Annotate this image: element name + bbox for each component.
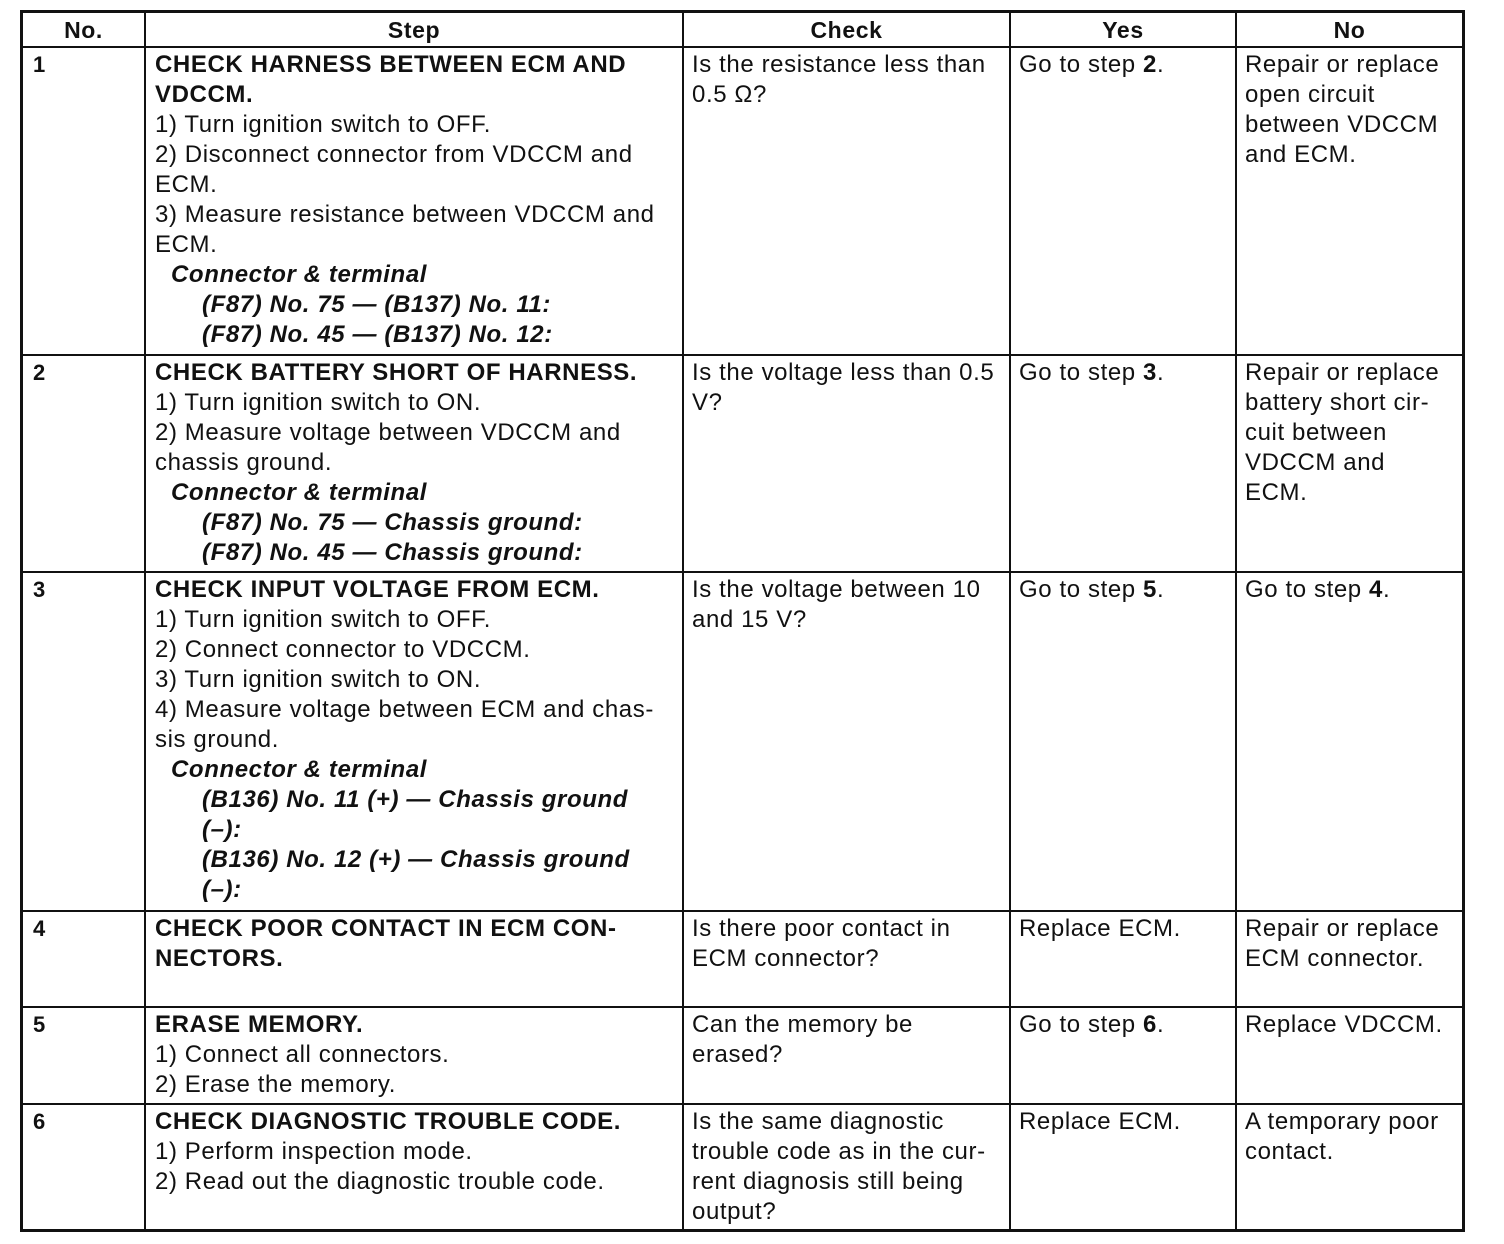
step-title: CHECK BATTERY SHORT OF HARNESS. xyxy=(155,359,638,386)
header-yes: Yes xyxy=(1011,13,1237,48)
step-instruction: 1) Perform inspection mode. xyxy=(155,1138,473,1165)
yes-text: Replace ECM. xyxy=(1019,1108,1181,1135)
step-instruction: ECM. xyxy=(155,171,218,198)
row-number: 4 xyxy=(23,912,146,1008)
no-text: Repair or replace xyxy=(1245,359,1440,386)
step-number: 5 xyxy=(1143,576,1157,603)
no-text-part: Go to step xyxy=(1245,576,1369,603)
terminal-line: (–): xyxy=(202,876,242,903)
terminal-line: (–): xyxy=(202,816,242,843)
yes-text-part: . xyxy=(1156,1011,1165,1038)
no-text: Repair or replace xyxy=(1245,915,1440,942)
terminal-line: (F87) No. 45 — Chassis ground: xyxy=(202,539,583,566)
connector-label: Connector & terminal xyxy=(171,479,428,506)
no-text: ECM connector. xyxy=(1245,945,1425,972)
step-instruction: 1) Turn ignition switch to OFF. xyxy=(155,111,492,138)
step-title: CHECK INPUT VOLTAGE FROM ECM. xyxy=(155,576,600,603)
step-instruction: 3) Measure resistance between VDCCM and xyxy=(155,201,655,228)
step-title: ERASE MEMORY. xyxy=(155,1011,364,1038)
check-cell xyxy=(684,48,1011,356)
step-cell xyxy=(146,1008,684,1105)
yes-cell xyxy=(1011,1105,1237,1229)
step-number: 4 xyxy=(1369,576,1383,603)
header-check: Check xyxy=(684,13,1011,48)
diagnostic-table xyxy=(20,10,1465,1232)
yes-text-part: Go to step xyxy=(1019,1011,1143,1038)
check-text: Is the voltage between 10 xyxy=(692,576,981,603)
check-cell xyxy=(684,912,1011,1008)
terminal-line: (B136) No. 11 (+) — Chassis ground xyxy=(202,786,629,813)
check-text: trouble code as in the cur- xyxy=(692,1138,986,1165)
check-cell xyxy=(684,1105,1011,1229)
check-text: output? xyxy=(692,1198,777,1225)
step-title: CHECK POOR CONTACT IN ECM CON- xyxy=(155,915,617,942)
yes-text-part: . xyxy=(1156,51,1165,78)
step-instruction: 2) Measure voltage between VDCCM and xyxy=(155,419,621,446)
step-number: 6 xyxy=(1143,1011,1157,1038)
no-text: Repair or replace xyxy=(1245,51,1440,78)
check-text: 0.5 Ω? xyxy=(692,81,767,108)
row-number: 2 xyxy=(23,356,146,573)
row-number: 5 xyxy=(23,1008,146,1105)
step-title: CHECK HARNESS BETWEEN ECM AND xyxy=(155,51,627,78)
check-text: Is the voltage less than 0.5 xyxy=(692,359,995,386)
header-step: Step xyxy=(146,13,684,48)
step-instruction: 2) Erase the memory. xyxy=(155,1071,396,1098)
check-text: erased? xyxy=(692,1041,783,1068)
step-title: VDCCM. xyxy=(155,81,254,108)
check-cell xyxy=(684,1008,1011,1105)
terminal-line: (F87) No. 45 — (B137) No. 12: xyxy=(202,321,553,348)
yes-text xyxy=(1019,1010,1235,1040)
check-text: Can the memory be xyxy=(692,1011,913,1038)
no-cell xyxy=(1237,573,1462,912)
no-cell xyxy=(1237,1105,1462,1229)
check-text: rent diagnosis still being xyxy=(692,1168,964,1195)
step-number: 2 xyxy=(1143,51,1157,78)
yes-text-part: . xyxy=(1156,576,1165,603)
check-cell xyxy=(684,573,1011,912)
no-cell xyxy=(1237,356,1462,573)
terminal-line: (F87) No. 75 — (B137) No. 11: xyxy=(202,291,552,318)
check-text: Is there poor contact in xyxy=(692,915,951,942)
no-cell xyxy=(1237,48,1462,356)
step-instruction: 1) Turn ignition switch to ON. xyxy=(155,389,482,416)
check-cell xyxy=(684,356,1011,573)
step-cell xyxy=(146,1105,684,1229)
yes-cell xyxy=(1011,356,1237,573)
terminal-line: (F87) No. 75 — Chassis ground: xyxy=(202,509,583,536)
step-instruction: 2) Connect connector to VDCCM. xyxy=(155,636,531,663)
step-instruction: 1) Turn ignition switch to OFF. xyxy=(155,606,492,633)
step-cell xyxy=(146,48,684,356)
row-number: 1 xyxy=(23,48,146,356)
header-no-result: No xyxy=(1237,13,1462,48)
no-text: contact. xyxy=(1245,1138,1334,1165)
no-cell xyxy=(1237,1008,1462,1105)
yes-text-part: . xyxy=(1156,359,1165,386)
yes-cell xyxy=(1011,912,1237,1008)
step-cell xyxy=(146,573,684,912)
check-text: and 15 V? xyxy=(692,606,807,633)
no-text xyxy=(1245,575,1462,605)
yes-text-part: Go to step xyxy=(1019,359,1143,386)
check-text: V? xyxy=(692,389,723,416)
step-instruction: 2) Disconnect connector from VDCCM and xyxy=(155,141,633,168)
step-cell xyxy=(146,912,684,1008)
check-text: Is the resistance less than xyxy=(692,51,986,78)
yes-text-part: Go to step xyxy=(1019,576,1143,603)
yes-cell xyxy=(1011,1008,1237,1105)
step-instruction: 4) Measure voltage between ECM and chas- xyxy=(155,696,654,723)
row-number: 3 xyxy=(23,573,146,912)
step-instruction: ECM. xyxy=(155,231,218,258)
terminal-line: (B136) No. 12 (+) — Chassis ground xyxy=(202,846,630,873)
no-text: ECM. xyxy=(1245,479,1308,506)
header-no: No. xyxy=(23,13,146,48)
no-text: A temporary poor xyxy=(1245,1108,1439,1135)
no-text: battery short cir- xyxy=(1245,389,1430,416)
no-text: cuit between xyxy=(1245,419,1387,446)
step-number: 3 xyxy=(1143,359,1157,386)
yes-text xyxy=(1019,50,1235,80)
step-title: CHECK DIAGNOSTIC TROUBLE CODE. xyxy=(155,1108,622,1135)
step-instruction: sis ground. xyxy=(155,726,279,753)
no-text: between VDCCM xyxy=(1245,111,1439,138)
step-instruction: chassis ground. xyxy=(155,449,333,476)
yes-text: Replace ECM. xyxy=(1019,915,1181,942)
connector-label: Connector & terminal xyxy=(171,756,428,783)
yes-cell xyxy=(1011,48,1237,356)
no-text: VDCCM and xyxy=(1245,449,1386,476)
yes-text xyxy=(1019,358,1235,388)
step-title: NECTORS. xyxy=(155,945,284,972)
row-number: 6 xyxy=(23,1105,146,1229)
no-text-part: . xyxy=(1382,576,1391,603)
yes-text xyxy=(1019,575,1235,605)
yes-text-part: Go to step xyxy=(1019,51,1143,78)
check-text: ECM connector? xyxy=(692,945,880,972)
step-cell xyxy=(146,356,684,573)
no-cell xyxy=(1237,912,1462,1008)
yes-cell xyxy=(1011,573,1237,912)
step-instruction: 2) Read out the diagnostic trouble code. xyxy=(155,1168,605,1195)
no-text: Replace VDCCM. xyxy=(1245,1011,1443,1038)
step-instruction: 1) Connect all connectors. xyxy=(155,1041,450,1068)
no-text: open circuit xyxy=(1245,81,1375,108)
no-text: and ECM. xyxy=(1245,141,1357,168)
connector-label: Connector & terminal xyxy=(171,261,428,288)
step-instruction: 3) Turn ignition switch to ON. xyxy=(155,666,482,693)
check-text: Is the same diagnostic xyxy=(692,1108,944,1135)
